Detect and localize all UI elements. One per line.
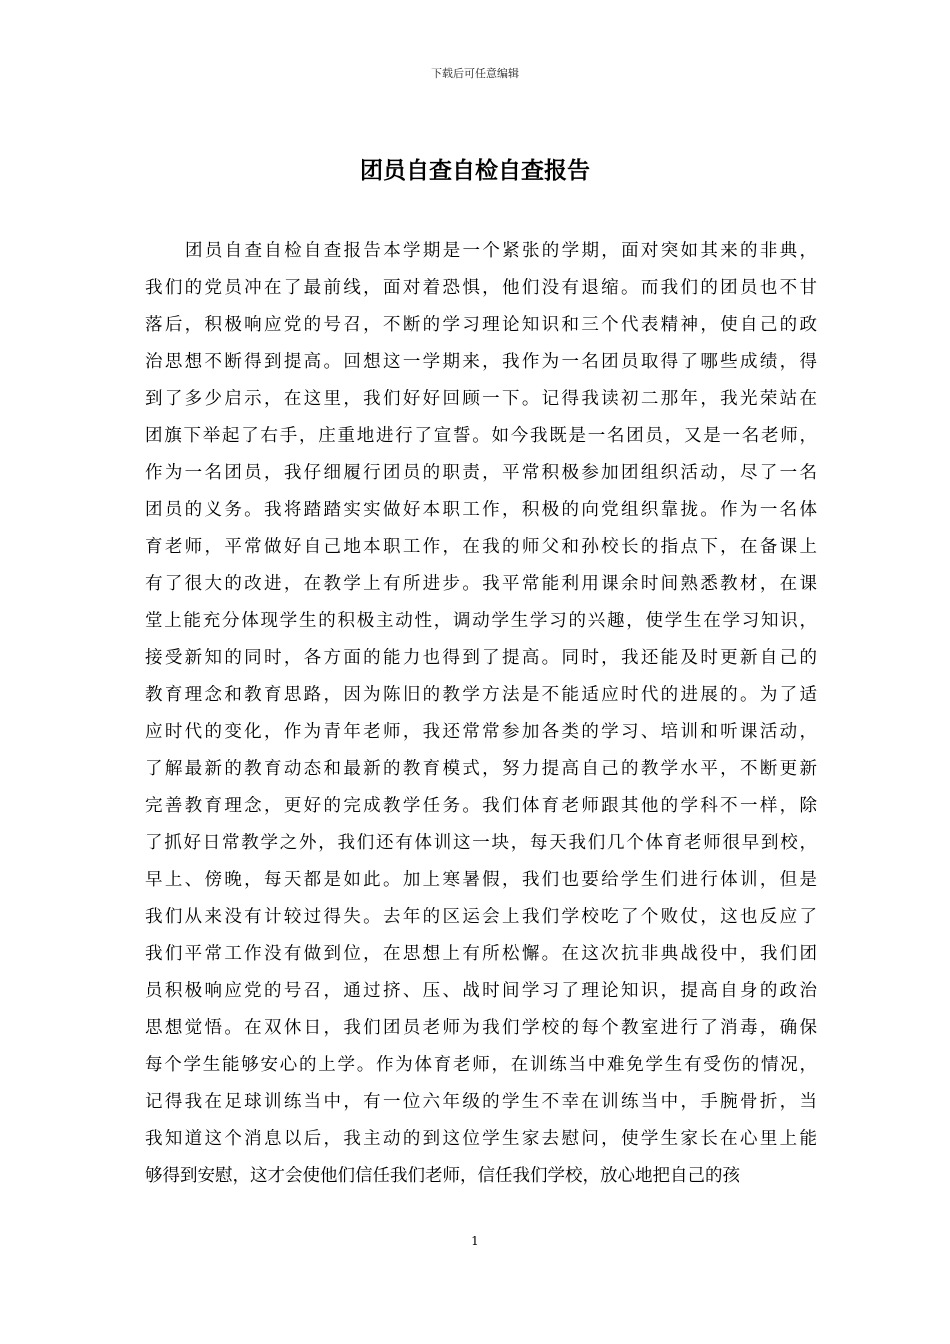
body-line: 我们的党员冲在了最前线，面对着恐惧，他们没有退缩。而我们的团员也不甘 [145,278,817,298]
body-line: 我知道这个消息以后，我主动的到这位学生家去慰问，使学生家长在心里上能 [145,1129,817,1149]
body-line: 团旗下举起了右手，庄重地进行了宣誓。如今我既是一名团员，又是一名老师， [145,426,817,446]
header-note: 下载后可任意编辑 [431,67,519,80]
body-line: 育老师，平常做好自己地本职工作，在我的师父和孙校长的指点下，在备课上 [145,537,817,557]
body-line: 够得到安慰，这才会使他们信任我们老师，信任我们学校，放心地把自己的孩 [145,1166,740,1186]
body-line: 堂上能充分体现学生的积极主动性，调动学生学习的兴趣，使学生在学习知识， [145,611,817,631]
body-line: 团员的义务。我将踏踏实实做好本职工作，积极的向党组织靠拢。作为一名体 [145,500,817,520]
body-line: 我们从来没有计较过得失。去年的区运会上我们学校吃了个败仗，这也反应了 [145,907,817,927]
body-line: 了抓好日常教学之外，我们还有体训这一块，每天我们几个体育老师很早到校， [145,833,817,853]
body-line: 思想觉悟。在双休日，我们团员老师为我们学校的每个教室进行了消毒，确保 [145,1018,817,1038]
body-line: 教育理念和教育思路，因为陈旧的教学方法是不能适应时代的进展的。为了适 [145,685,817,705]
body-line: 员积极响应党的号召，通过挤、压、战时间学习了理论知识，提高自身的政治 [145,981,817,1001]
body-line: 到了多少启示，在这里，我们好好回顾一下。记得我读初二那年，我光荣站在 [145,389,817,409]
body-line: 完善教育理念，更好的完成教学任务。我们体育老师跟其他的学科不一样，除 [145,796,817,816]
body-line: 了解最新的教育动态和最新的教育模式，努力提高自己的教学水平，不断更新 [145,759,817,779]
page-title: 团员自查自检自查报告 [360,158,590,184]
body-text [145,233,817,1195]
body-line: 记得我在足球训练当中，有一位六年级的学生不幸在训练当中，手腕骨折，当 [145,1092,817,1112]
body-line: 落后，积极响应党的号召，不断的学习理论知识和三个代表精神，使自己的政 [145,315,817,335]
body-line: 团员自查自检自查报告本学期是一个紧张的学期，面对突如其来的非典， [185,241,817,261]
body-line: 应时代的变化，作为青年老师，我还常常参加各类的学习、培训和听课活动， [145,722,817,742]
body-line: 我们平常工作没有做到位，在思想上有所松懈。在这次抗非典战役中，我们团 [145,944,817,964]
body-line: 早上、傍晚，每天都是如此。加上寒暑假，我们也要给学生们进行体训，但是 [145,870,817,890]
body-line: 治思想不断得到提高。回想这一学期来，我作为一名团员取得了哪些成绩，得 [145,352,817,372]
body-line: 作为一名团员，我仔细履行团员的职责，平常积极参加团组织活动，尽了一名 [145,463,817,483]
body-line: 每个学生能够安心的上学。作为体育老师，在训练当中难免学生有受伤的情况， [145,1055,817,1075]
page-number: 1 [471,1234,479,1248]
body-line: 接受新知的同时，各方面的能力也得到了提高。同时，我还能及时更新自己的 [145,648,817,668]
body-line: 有了很大的改进，在教学上有所进步。我平常能利用课余时间熟悉教材，在课 [145,574,817,594]
